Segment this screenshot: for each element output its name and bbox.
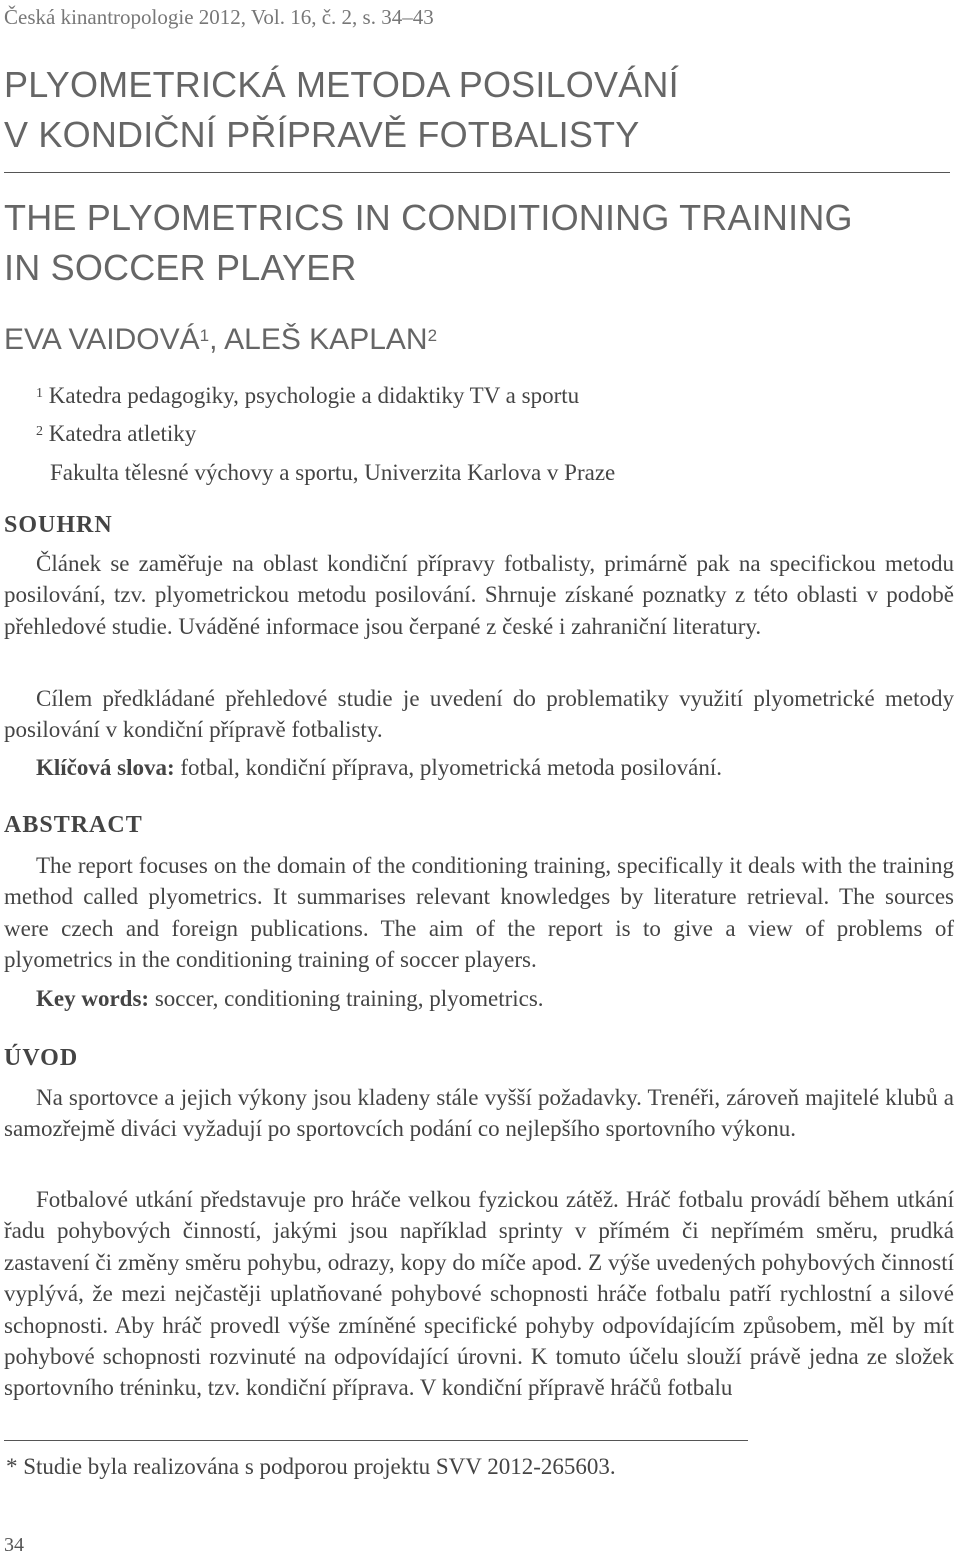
title-english xyxy=(4,193,853,293)
abstract-heading: ABSTRACT xyxy=(4,812,143,838)
affiliation-1 xyxy=(36,382,579,410)
souhrn-heading: SOUHRN xyxy=(4,512,113,538)
footnote-rule xyxy=(4,1440,748,1441)
affiliation-text-2: Katedra atletiky xyxy=(43,421,197,446)
author-affiliation-mark-2: 2 xyxy=(427,326,438,345)
footnote: * Studie byla realizována s podporou projektu SVV 2012-265603. xyxy=(6,1454,616,1479)
souhrn-keywords-text: fotbal, kondiční příprava, plyometrická metoda posilování. xyxy=(174,755,723,780)
abstract-paragraph: The report focuses on the domain of the conditioning training, specifically it deals with the training method called plyometrics. It summarises relevant knowledges by literature retrieval. The sources were czech and foreign publications. The aim of the report is to give a view of problems of plyometrics in the conditioning training of soccer players. xyxy=(4,853,954,973)
souhrn-paragraph-2: Cílem předkládané přehledové studie je uvedení do problematiky využití plyometrické metody posilování v kondiční přípravě fotbalisty. xyxy=(4,686,954,743)
author-affiliation-mark-1: 1 xyxy=(199,326,210,345)
title-english-line-2: IN SOCCER PLAYER xyxy=(4,247,357,288)
author-separator: , xyxy=(209,323,225,356)
title-czech-line-1: PLYOMETRICKÁ METODA POSILOVÁNÍ xyxy=(4,64,679,105)
title-czech xyxy=(4,60,679,160)
journal-citation: Česká kinantropologie 2012, Vol. 16, č. 2, s. 34–43 xyxy=(4,5,434,29)
title-divider xyxy=(4,172,950,173)
uvod-heading: ÚVOD xyxy=(4,1045,79,1071)
souhrn-keywords xyxy=(4,752,954,783)
page-number: 34 xyxy=(4,1534,24,1556)
author-name-1: EVA VAIDOVÁ xyxy=(4,323,200,356)
author-name-2: ALEŠ KAPLAN xyxy=(224,323,428,356)
affiliation-faculty: Fakulta tělesné výchovy a sportu, Univerzita Karlova v Praze xyxy=(50,460,616,485)
affiliation-mark-1: 1 xyxy=(36,386,43,401)
abstract-keywords-text: soccer, conditioning training, plyometrics. xyxy=(149,986,544,1011)
abstract-keywords-label: Key words: xyxy=(36,986,150,1011)
souhrn-paragraph-1: Článek se zaměřuje na oblast kondiční přípravy fotbalisty, primárně pak na specifickou metodu posilování, tzv. plyometrickou metodu posilování. Shrnuje získané poznatky z této oblasti v podobě přehledové studie. Uváděné informace jsou čerpané z české i zahraniční literatury. xyxy=(4,551,954,639)
title-czech-line-2: V KONDIČNÍ PŘÍPRAVĚ FOTBALISTY xyxy=(4,114,640,155)
uvod-paragraph-2: Fotbalové utkání představuje pro hráče velkou fyzickou zátěž. Hráč fotbalu provádí během utkání řadu pohybových činností, jakými jsou například sprinty v přímém či nepřímém směru, prudká zastavení či změny směru pohybu, odrazy, kopy do míče apod. Z výše uvedených pohybových činností vyplývá, že mezi nejčastěji uplatňované pohybové schopnosti hráče fotbalu patří rychlostní a silové schopnosti. Aby hráč provedl výše zmíněné specifické pohyby odpovídajícím způsobem, měl by mít pohybové schopnosti rozvinuté na odpovídající úrovni. K tomuto účelu slouží právě jedna ze složek sportovního tréninku, tzv. kondiční příprava. V kondiční přípravě hráčů fotbalu xyxy=(4,1187,954,1401)
affiliation-mark-2: 2 xyxy=(36,424,43,439)
author-list xyxy=(4,320,437,360)
affiliation-text-1: Katedra pedagogiky, psychologie a didaktiky TV a sportu xyxy=(43,383,580,408)
uvod-paragraph-1: Na sportovce a jejich výkony jsou kladeny stále vyšší požadavky. Trenéři, zároveň majitelé klubů a samozřejmě diváci vyžadují po sportovcích podání co nejlepšího sportovního výkonu. xyxy=(4,1085,954,1142)
souhrn-keywords-label: Klíčová slova: xyxy=(36,755,175,780)
affiliation-2 xyxy=(36,420,196,448)
abstract-keywords xyxy=(4,983,954,1014)
title-english-line-1: THE PLYOMETRICS IN CONDITIONING TRAINING xyxy=(4,197,853,238)
